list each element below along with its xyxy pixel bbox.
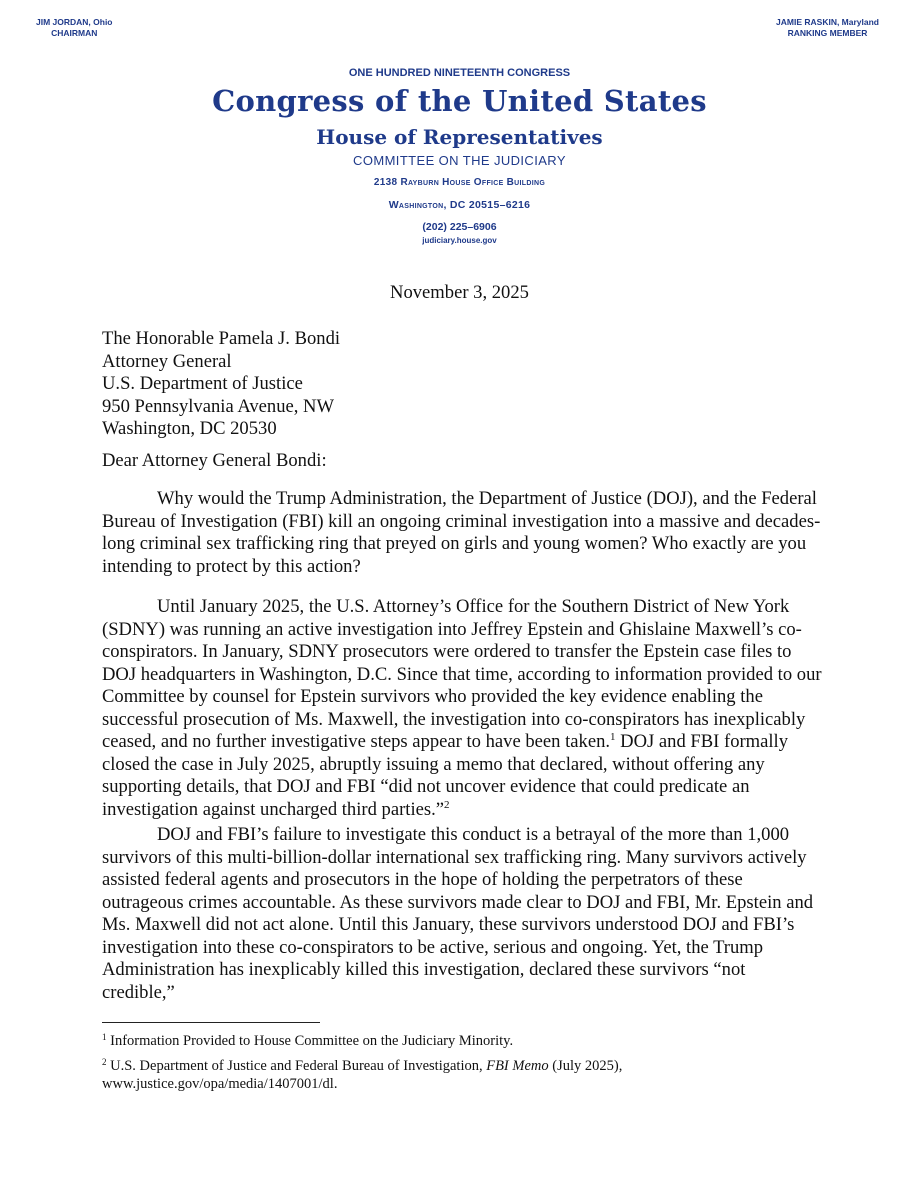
address-line-1: 2138 Rayburn House Office Building <box>373 177 546 188</box>
footnote-url[interactable]: www.justice.gov/opa/media/1407001/dl. <box>102 1076 338 1092</box>
paragraph-line: outrageous crimes accountable. As these survivors made clear to DOJ and FBI, Mr. Epstein and <box>102 891 814 913</box>
recipient-line: 950 Pennsylvania Avenue, NW <box>102 395 335 417</box>
paragraph-text: DOJ and FBI formally <box>615 731 789 752</box>
paragraph-text: investigation against uncharged third parties.” <box>102 798 444 820</box>
footnote-memo-title: FBI Memo <box>486 1058 549 1074</box>
congress-title: Congress of the United States <box>212 84 707 118</box>
paragraph-line: successful prosecution of Ms. Maxwell, the investigation into co-conspirators has inexplicably <box>102 708 806 730</box>
footnote-text: Information Provided to House Committee on the Judiciary Minority. <box>110 1033 514 1049</box>
paragraph-2 <box>102 596 822 821</box>
footnote-2 <box>102 1057 802 1093</box>
paragraph-line: conspirators. In January, SDNY prosecutors were ordered to transfer the Epstein case files to <box>102 641 792 662</box>
ranking-member-block <box>776 17 879 39</box>
letter-date: November 3, 2025 <box>390 282 529 303</box>
footnote-line <box>102 1057 802 1075</box>
chairman-title: CHAIRMAN <box>51 28 98 38</box>
committee-name: COMMITTEE ON THE JUDICIARY <box>353 153 566 168</box>
paragraph-text: ceased, and no further investigative steps appear to have been taken. <box>102 731 611 752</box>
paragraph-line: (SDNY) was running an active investigation into Jeffrey Epstein and Ghislaine Maxwell’s co- <box>102 618 802 640</box>
paragraph-line: Why would the Trump Administration, the Department of Justice (DOJ), and the Federal <box>157 488 817 509</box>
footnote-text: (July 2025), <box>548 1058 623 1074</box>
recipient-line: Washington, DC 20530 <box>102 418 277 439</box>
footnote-ref-2[interactable]: 2 <box>444 798 450 811</box>
footnote-number: 1 <box>102 1032 107 1042</box>
footnote-divider <box>102 1022 320 1023</box>
recipient-address <box>102 328 340 441</box>
footnote-ref-1[interactable]: 1 <box>610 731 616 743</box>
paragraph-line: Bureau of Investigation (FBI) kill an ongoing criminal investigation into a massive and decades- <box>102 510 821 532</box>
congress-number: ONE HUNDRED NINETEENTH CONGRESS <box>348 67 571 79</box>
paragraph-line: DOJ headquarters in Washington, D.C. Since that time, according to information provided to our <box>102 663 822 685</box>
address-line-2: Washington, DC 20515–6216 <box>388 199 531 211</box>
website-link[interactable]: judiciary.house.gov <box>422 236 497 245</box>
salutation: Dear Attorney General Bondi: <box>102 450 327 471</box>
paragraph-line: long criminal sex trafficking ring that preyed on girls and young women? Who exactly are you <box>102 533 807 554</box>
recipient-line: U.S. Department of Justice <box>102 373 303 394</box>
paragraph-line: Administration has inexplicably killed this investigation, declared these survivors “not credible,” <box>102 959 746 1003</box>
footnote-1 <box>102 1032 802 1050</box>
phone-number: (202) 225–6906 <box>422 221 497 233</box>
footnote-text: U.S. Department of Justice and Federal Bureau of Investigation, <box>110 1058 487 1074</box>
paragraph-line: intending to protect by this action? <box>102 555 361 577</box>
paragraph-line: Until January 2025, the U.S. Attorney’s Office for the Southern District of New York <box>157 596 790 617</box>
paragraph-line: assisted federal agents and prosecutors in the hope of holding the perpetrators of these <box>102 869 743 890</box>
paragraph-line: Committee by counsel for Epstein survivors who provided the key evidence enabling the <box>102 686 763 707</box>
recipient-line: The Honorable Pamela J. Bondi <box>102 328 341 349</box>
paragraph-line: Ms. Maxwell did not act alone. Until this January, these survivors understood DOJ and FBI’s <box>102 914 795 935</box>
paragraph-line: supporting details, that DOJ and FBI “did not uncover evidence that could predicate an <box>102 776 750 797</box>
paragraph-line: closed the case in July 2025, abruptly issuing a memo that declared, without offering any <box>102 753 765 775</box>
paragraph-line: DOJ and FBI’s failure to investigate this conduct is a betrayal of the more than 1,000 <box>157 824 790 845</box>
chairman-name: JIM JORDAN, Ohio <box>36 17 113 27</box>
ranking-member-name: JAMIE RASKIN, Maryland <box>776 17 879 27</box>
house-title: House of Representatives <box>316 125 603 149</box>
paragraph-1 <box>102 488 822 578</box>
paragraph-line: investigation into these co-conspirators to be active, serious and ongoing. Yet, the Trump <box>102 936 764 958</box>
footnote-number: 2 <box>102 1057 107 1067</box>
recipient-line: Attorney General <box>102 350 232 372</box>
paragraph-3 <box>102 824 822 1004</box>
paragraph-line <box>102 731 822 754</box>
chairman-block <box>36 17 113 39</box>
ranking-member-title: RANKING MEMBER <box>787 28 868 38</box>
paragraph-line <box>102 799 822 822</box>
paragraph-line: survivors of this multi-billion-dollar international sex trafficking ring. Many survivors actively <box>102 846 807 868</box>
